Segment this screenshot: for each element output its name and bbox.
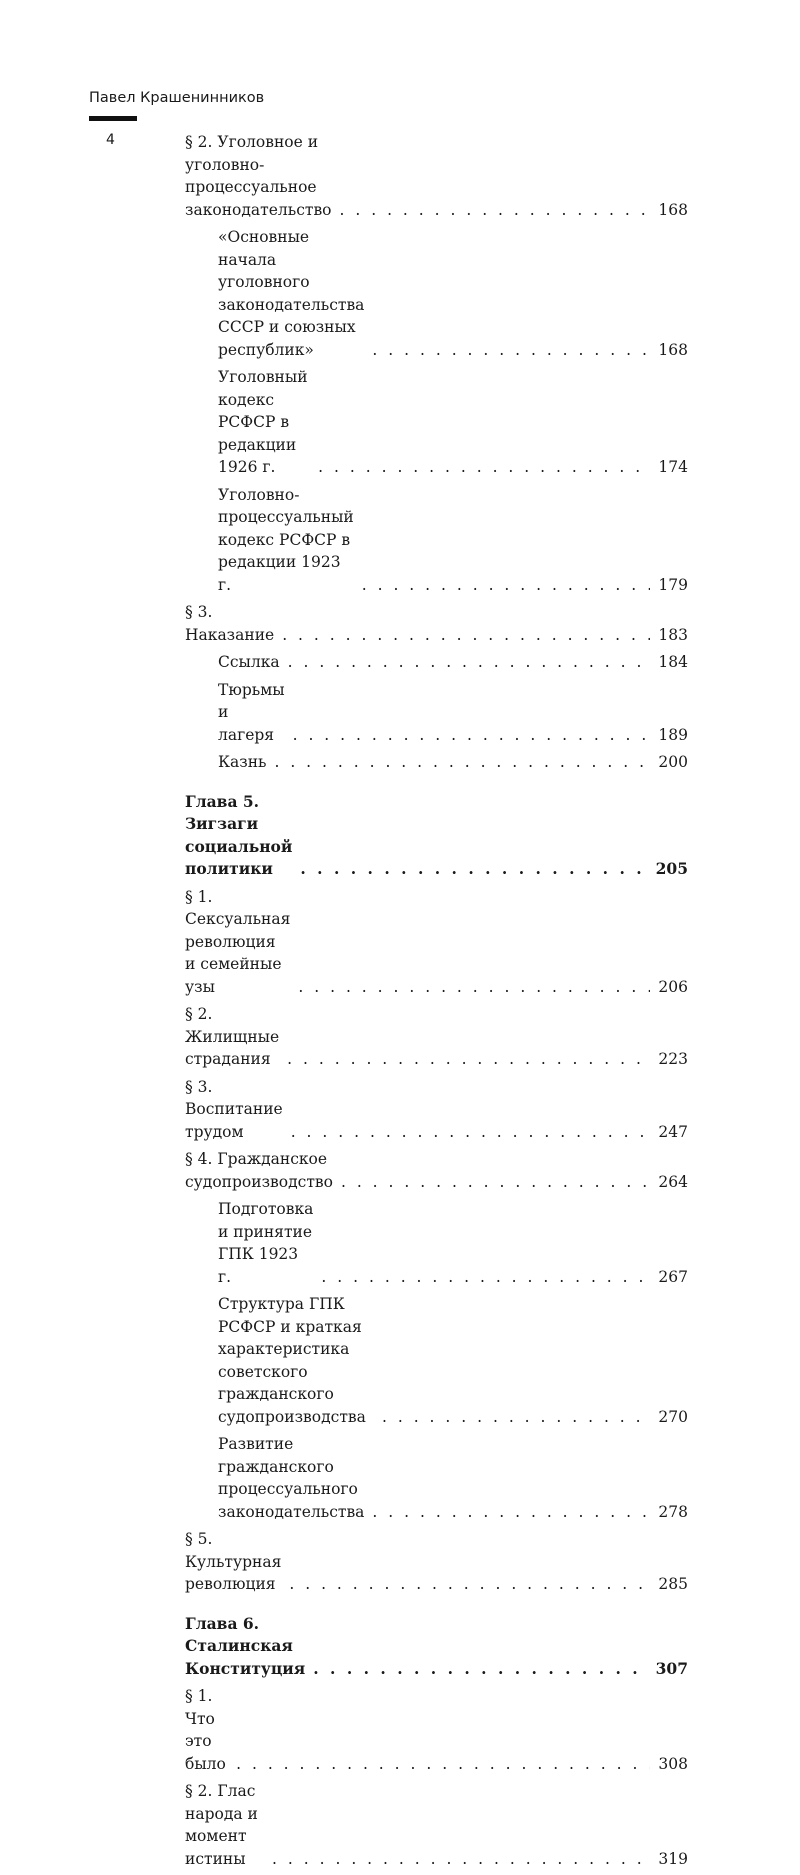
toc-entry-title: Тюрьмы и лагеря (218, 680, 285, 744)
dot-leader (340, 199, 650, 222)
running-header-author: Павел Крашенинников (89, 90, 265, 106)
toc-entry-title: § 2. Уголовное и уголовно-процессуальное законодательство (185, 133, 332, 219)
dot-leader (272, 1848, 650, 1871)
toc-entry-page: 308 (658, 1754, 688, 1773)
toc-entry-title: § 4. Гражданское судопроизводство (185, 1150, 333, 1191)
dot-leader (372, 1501, 650, 1524)
toc-subsection-entry (185, 1433, 688, 1523)
dot-leader (382, 1406, 650, 1429)
toc-chapter-entry (185, 791, 688, 881)
dot-leader (362, 574, 650, 597)
toc-subsection-entry (185, 366, 688, 479)
toc-subsection-entry (185, 751, 688, 774)
dot-leader (318, 456, 650, 479)
dot-leader (321, 1266, 650, 1289)
dot-leader (289, 1573, 650, 1596)
toc-entry-page: 168 (658, 340, 688, 359)
dot-leader (288, 651, 650, 674)
toc-entry-page: 183 (658, 625, 688, 644)
toc-entry-page: 189 (658, 725, 688, 744)
dot-leader (293, 724, 650, 747)
toc-entry-page: 270 (658, 1407, 688, 1426)
toc-entry-title: § 2. Жилищные страдания (185, 1005, 280, 1068)
dot-leader (291, 1121, 650, 1144)
toc-section-entry (185, 1528, 688, 1596)
toc-entry-page: 264 (658, 1172, 688, 1191)
toc-subsection-entry (185, 651, 688, 674)
page-number: 4 (106, 132, 115, 148)
toc-entry-page: 205 (655, 859, 688, 878)
toc-subsection-entry (185, 679, 688, 747)
toc-entry-title: § 2. Глас народа и момент истины (185, 1782, 258, 1868)
toc-entry-title: Развитие гражданского процессуального законодательства (218, 1435, 365, 1521)
toc-subsection-entry (185, 484, 688, 597)
toc-entry-title: Ссылка (218, 653, 280, 671)
toc-entry-page: 174 (658, 458, 688, 476)
toc-subsection-entry (185, 226, 688, 361)
toc-section-entry (185, 1148, 688, 1193)
toc-section-entry (185, 601, 688, 646)
toc-entry-title: Уголовно-процессуальный кодекс РСФСР в редакции 1923 г. (218, 485, 354, 594)
toc-entry-page: 184 (658, 653, 688, 671)
toc-entry-page: 223 (658, 1050, 688, 1068)
toc-entry-title: § 3. Наказание (185, 603, 275, 644)
toc-entry-page: 200 (658, 753, 688, 771)
toc-entry-title: § 5. Культурная революция (185, 1530, 282, 1593)
toc-entry-page: 168 (658, 200, 688, 219)
toc-section-entry (185, 1003, 688, 1071)
toc-entry-title: Глава 5. Зигзаги социальной политики (185, 791, 293, 878)
toc-section-entry (185, 131, 688, 221)
dot-leader (236, 1753, 650, 1776)
toc-entry-title: Структура ГПК РСФСР и краткая характеристика советского гражданского судопроизводства (218, 1295, 366, 1426)
toc-entry-page: 247 (658, 1122, 688, 1141)
toc-entry-title: «Основные начала уголовного законодательства СССР и союзных республик» (218, 228, 365, 359)
toc-entry-title: Уголовный кодекс РСФСР в редакции 1926 г. (218, 368, 308, 476)
toc-subsection-entry (185, 1293, 688, 1428)
toc-chapter-entry (185, 1613, 688, 1681)
dot-leader (300, 858, 649, 881)
toc-entry-page: 206 (658, 977, 688, 996)
toc-subsection-entry (185, 1198, 688, 1288)
dot-leader (274, 751, 650, 774)
dot-leader (341, 1171, 650, 1194)
toc-entry-title: § 1. Сексуальная революция и семейные узы (185, 887, 291, 996)
toc-section-entry (185, 1076, 688, 1144)
dot-leader (282, 624, 650, 647)
toc-entry-title: § 1. Что это было (185, 1687, 226, 1773)
toc-section-entry (185, 886, 688, 999)
header-rule (89, 116, 137, 121)
toc-entry-title: Казнь (218, 753, 267, 771)
toc-entry-page: 267 (658, 1267, 688, 1286)
toc-section-entry (185, 1685, 688, 1775)
toc-entry-title: § 3. Воспитание трудом (185, 1077, 283, 1141)
toc-entry-title: Подготовка и принятие ГПК 1923 г. (218, 1200, 314, 1286)
toc-section-entry (185, 1780, 688, 1870)
dot-leader (287, 1048, 650, 1071)
table-of-contents (185, 131, 688, 1875)
toc-entry-title: Глава 6. Сталинская Конституция (185, 1613, 306, 1678)
toc-entry-page: 307 (655, 1658, 688, 1678)
toc-entry-page: 179 (658, 575, 688, 594)
toc-entry-page: 278 (658, 1502, 688, 1521)
dot-leader (372, 339, 650, 362)
toc-entry-page: 319 (658, 1849, 688, 1868)
dot-leader (313, 1658, 649, 1681)
dot-leader (298, 976, 650, 999)
toc-entry-page: 285 (658, 1575, 688, 1593)
